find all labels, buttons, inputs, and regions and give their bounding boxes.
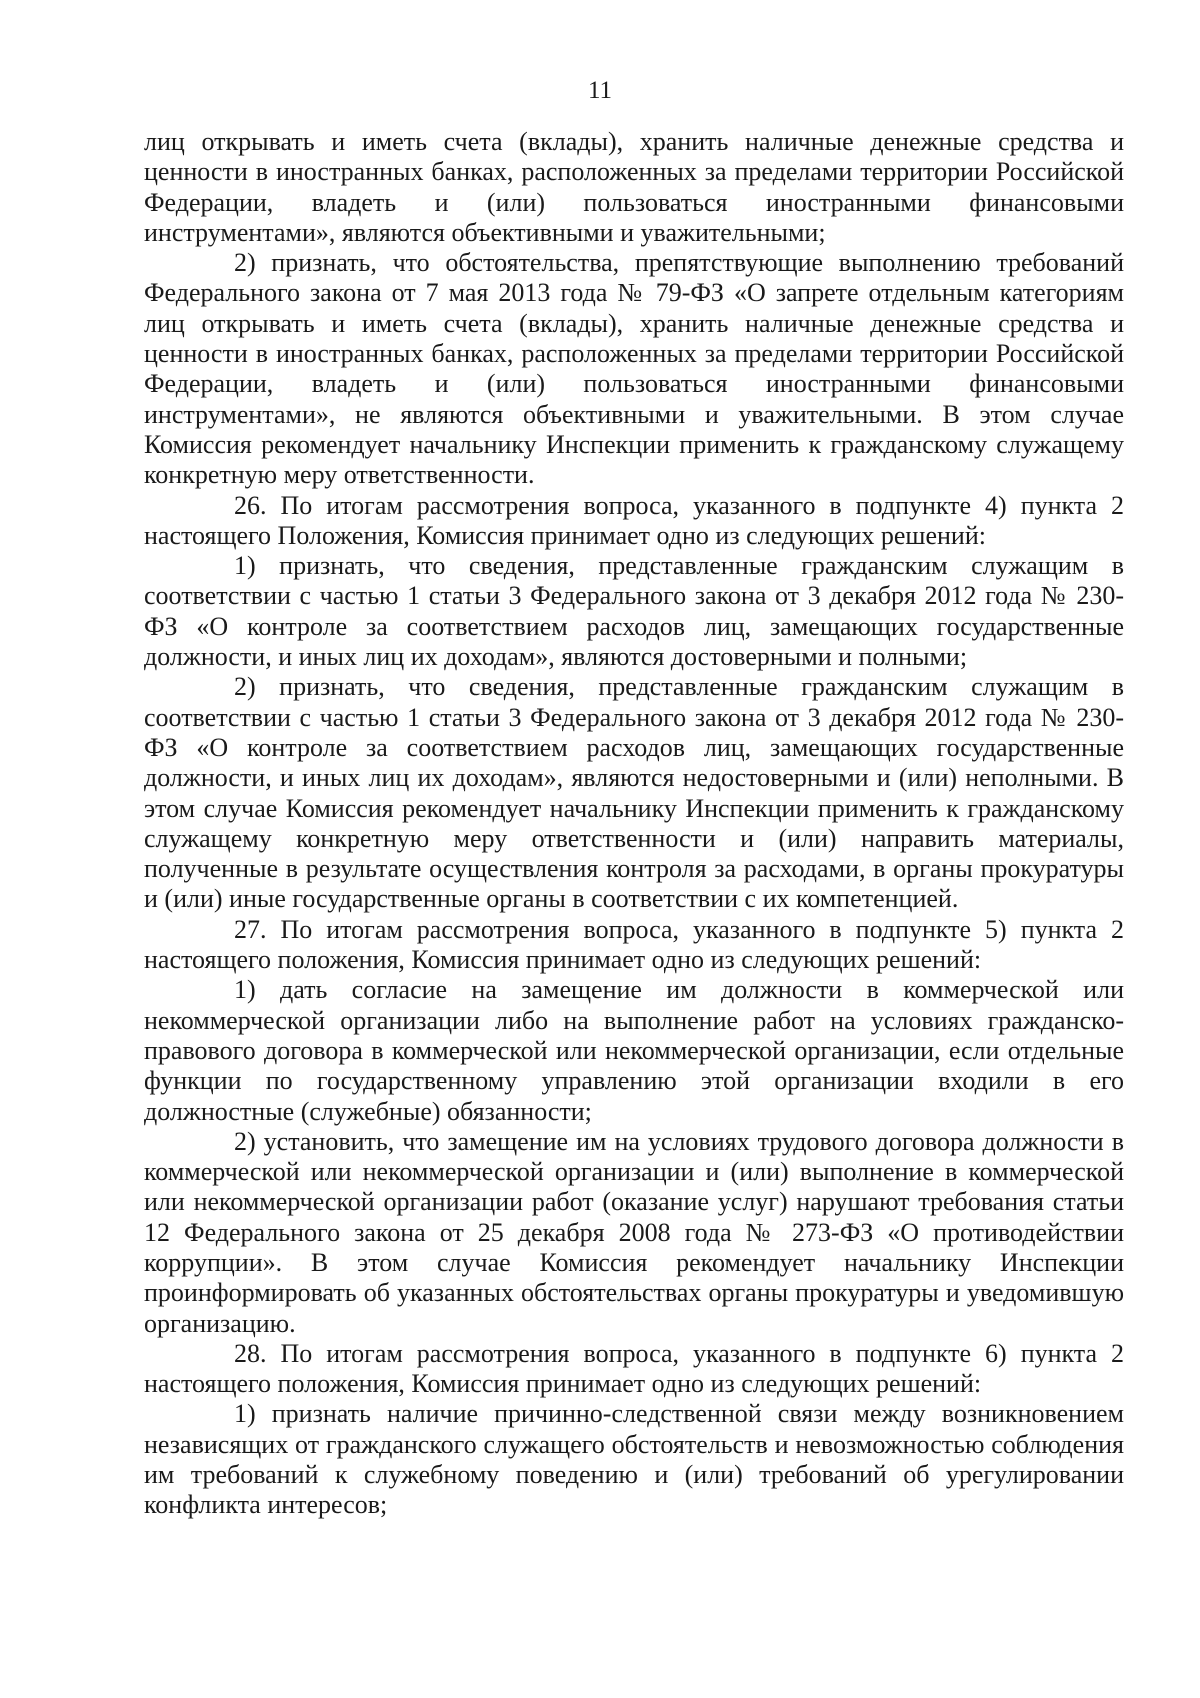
document-body — [144, 127, 1124, 1521]
paragraph-26: 26. По итогам рассмотрения вопроса, указанного в подпункте 4) пункта 2 настоящего Положения, Комиссия принимает одно из следующих решений: — [144, 490, 1124, 550]
paragraph-26-item-2: 2) признать, что сведения, представленные гражданским служащим в соответствии с частью 1 статьи 3 Федерального закона от 3 декабря 2012 года № 230-ФЗ «О контроле за соответствием расходов лиц, замещающих государственные должности, и иных лиц их доходам», являются недостоверными и (или) неполными. В этом случае Комиссия рекомендует начальнику Инспекции применить к гражданскому служащему конкретную меру ответственности и (или) направить материалы, полученные в результате осуществления контроля за расходами, в органы прокуратуры и (или) иные государственные органы в соответствии с их компетенцией. — [144, 672, 1124, 914]
paragraph-27-item-1: 1) дать согласие на замещение им должности в коммерческой или некоммерческой организации либо на выполнение работ на условиях гражданско-правового договора в коммерческой или некоммерческой организации, если отдельные функции по государственному управлению этой организации входили в его должностные (служебные) обязанности; — [144, 975, 1124, 1126]
paragraph-28: 28. По итогам рассмотрения вопроса, указанного в подпункте 6) пункта 2 настоящего положения, Комиссия принимает одно из следующих решений: — [144, 1338, 1124, 1399]
paragraph-27-item-2: 2) установить, что замещение им на условиях трудового договора должности в коммерческой или некоммерческой организации и (или) выполнение в коммерческой или некоммерческой организации работ (оказание услуг) нарушают требования статьи 12 Федерального закона от 25 декабря 2008 года № 273-ФЗ «О противодействии коррупции». В этом случае Комиссия рекомендует начальнику Инспекции проинформировать об указанных обстоятельствах органы прокуратуры и уведомившую организацию. — [144, 1126, 1124, 1338]
paragraph-26-item-1: 1) признать, что сведения, представленные гражданским служащим в соответствии с частью 1 статьи 3 Федерального закона от 3 декабря 2012 года № 230-ФЗ «О контроле за соответствием расходов лиц, замещающих государственные должности, и иных лиц их доходам», являются достоверными и полными; — [144, 551, 1124, 672]
paragraph-27: 27. По итогам рассмотрения вопроса, указанного в подпункте 5) пункта 2 настоящего положения, Комиссия принимает одно из следующих решений: — [144, 914, 1124, 975]
paragraph-continuation: лиц открывать и иметь счета (вклады), хранить наличные денежные средства и ценности в иностранных банках, расположенных за пределами территории Российской Федерации, владеть и (или) пользоваться иностранными финансовыми инструментами», являются объективными и уважительными; — [144, 127, 1124, 247]
paragraph-28-item-1: 1) признать наличие причинно-следственной связи между возникновением независящих от гражданского служащего обстоятельств и невозможностью соблюдения им требований к служебному поведению и (или) требований об урегулировании конфликта интересов; — [144, 1399, 1124, 1520]
page-number: 11 — [587, 77, 613, 104]
paragraph-25-item-2: 2) признать, что обстоятельства, препятствующие выполнению требований Федерального закона от 7 мая 2013 года № 79-ФЗ «О запрете отдельным категориям лиц открывать и иметь счета (вклады), хранить наличные денежные средства и ценности в иностранных банках, расположенных за пределами территории Российской Федерации, владеть и (или) пользоваться иностранными финансовыми инструментами», не являются объективными и уважительными. В этом случае Комиссия рекомендует начальнику Инспекции применить к гражданскому служащему конкретную меру ответственности. — [144, 248, 1124, 490]
